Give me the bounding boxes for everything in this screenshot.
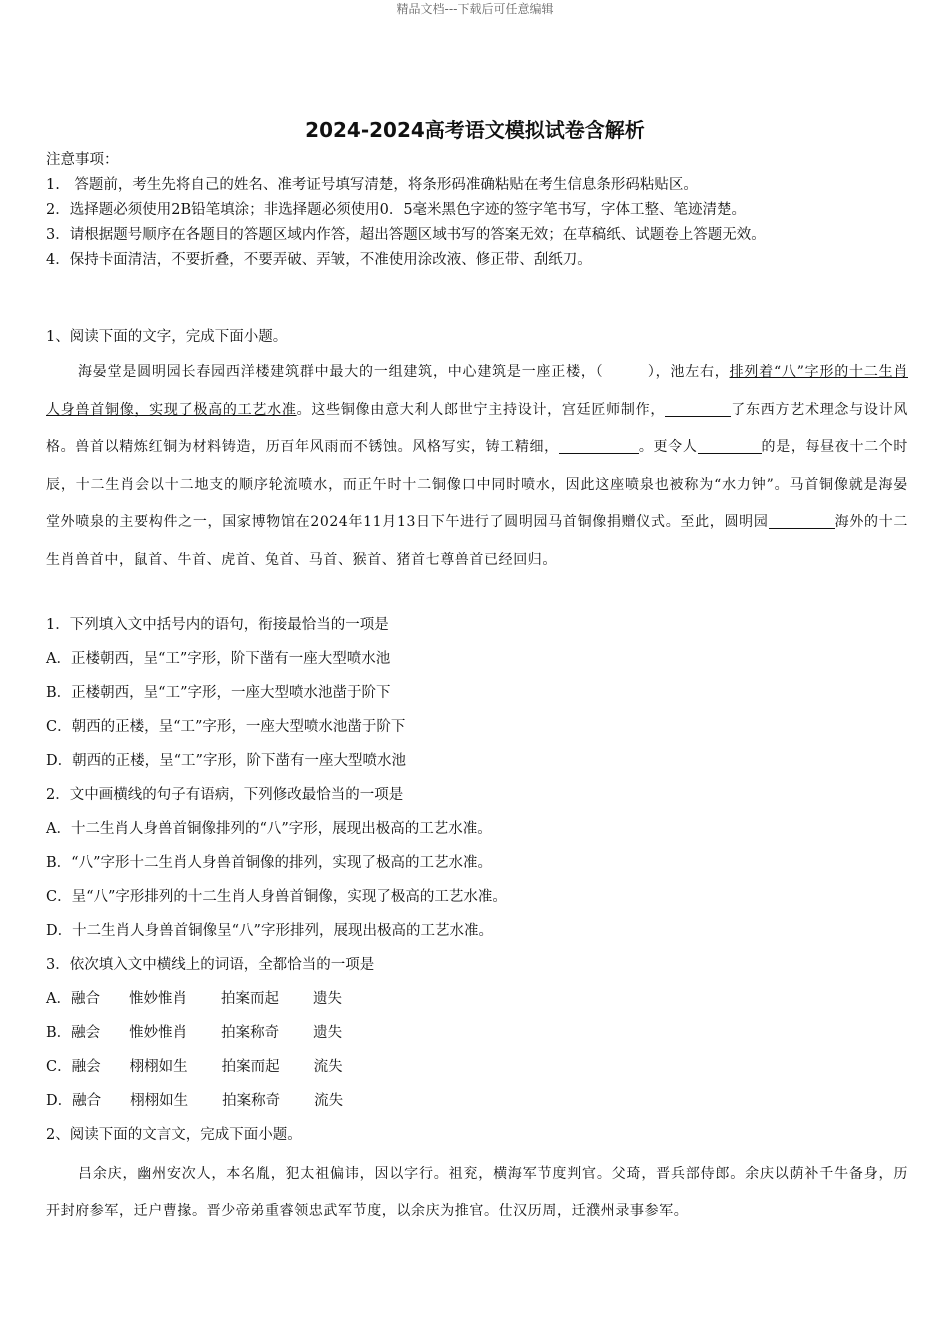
option-letter: D．	[46, 1093, 73, 1109]
notice-item: 4．保持卡面清洁，不要折叠，不要弄破、弄皱，不准使用涂改液、修正带、刮纸刀。	[46, 252, 592, 268]
option-word: 流失	[313, 1059, 343, 1075]
option-a[interactable]: A．正楼朝西，呈“工”字形，阶下凿有一座大型喷水池	[46, 651, 391, 667]
passage-text: 的是，每昼夜十二个时辰，十二生肖会以十二地支的顺序轮流喷水，而正午时十二铜像口中同时喷水，因此这座喷泉也被称为“水力钟”。马首铜像就是海晏堂外喷泉的主要构件之一，国家博物馆在2024年11月13日下午进行了圆明园马首铜像捐赠仪式。至此，圆明园	[46, 439, 909, 530]
option-word: 惟妙惟肖	[129, 1025, 188, 1041]
option-word: 拍案称奇	[221, 1025, 280, 1041]
passage1-paragraph	[46, 354, 908, 579]
notice-item: 3．请根据题号顺序在各题目的答题区域内作答，超出答题区域书写的答案无效；在草稿纸、试题卷上答题无效。	[46, 227, 766, 243]
option-word: 融会	[71, 1025, 101, 1041]
question-stem: 1．下列填入文中括号内的语句，衔接最恰当的一项是	[46, 617, 389, 633]
option-c[interactable]: C．朝西的正楼，呈“工”字形，一座大型喷水池凿于阶下	[46, 719, 406, 735]
option-letter: A．	[46, 991, 71, 1007]
notice-item: 1. 答题前，考生先将自己的姓名、准考证号填写清楚，将条形码准确粘贴在考生信息条形码粘贴区。	[46, 177, 698, 193]
question-stem: 2．文中画横线的句子有语病，下列修改最恰当的一项是	[46, 787, 404, 803]
option-word: 惟妙惟肖	[128, 991, 187, 1007]
fill-blank-4[interactable]	[769, 512, 835, 529]
option-b[interactable]: B．“八”字形十二生肖人身兽首铜像的排列，实现了极高的工艺水准。	[46, 855, 492, 871]
passage-text: 海外的十二生肖兽首中，鼠首、牛首、虎首、兔首、马首、猴首、猪首七尊兽首已经回归。	[46, 514, 908, 568]
option-a[interactable]	[46, 982, 908, 1016]
fill-blank-2[interactable]	[559, 437, 639, 454]
option-word: 栩栩如生	[130, 1093, 189, 1109]
notice-section	[46, 148, 908, 273]
passage2-paragraph: 吕余庆，幽州安次人，本名胤，犯太祖偏讳，因以字行。祖兖，横海军节度判官。父琦，晋兵部侍郎。余庆以荫补千牛备身，历开封府参军，迁户曹掾。晋少帝弟重睿领忠武军节度，以余庆为推官。仕汉历周，迁濮州录事参军。	[46, 1166, 908, 1219]
passage-text: 海晏堂是圆明园长春园西洋楼建筑群中最大的一组建筑，中心建筑是一座正楼，（ ），池左右，	[78, 364, 730, 380]
questions	[46, 608, 908, 1230]
option-b[interactable]: B．正楼朝西，呈“工”字形，一座大型喷水池凿于阶下	[46, 685, 391, 701]
option-word: 拍案称奇	[222, 1093, 281, 1109]
option-word: 拍案而起	[221, 1059, 280, 1075]
passage1	[46, 354, 908, 579]
section1-intro: 1、阅读下面的文字，完成下面小题。	[46, 329, 288, 345]
option-word: 遗失	[312, 991, 342, 1007]
option-d[interactable]: D．朝西的正楼，呈“工”字形，阶下凿有一座大型喷水池	[46, 753, 406, 769]
option-word: 融合	[72, 1093, 102, 1109]
passage-text: 了东西方艺术理念与设计风格。兽首以精炼红铜为材料铸造，历百年风雨而不锈蚀。风格写实，铸工精细，	[46, 401, 908, 455]
option-c[interactable]	[46, 1050, 908, 1084]
option-d[interactable]	[46, 1084, 908, 1118]
option-word: 拍案而起	[220, 991, 279, 1007]
passage-text: 。这些铜像由意大利人郎世宁主持设计，宫廷匠师制作，	[296, 401, 666, 418]
question-stem: 3．依次填入文中横线上的词语，全都恰当的一项是	[46, 957, 375, 973]
fill-blank-3[interactable]	[698, 437, 762, 454]
section2-intro: 2、阅读下面的文言文，完成下面小题。	[46, 1127, 302, 1143]
option-word: 融合	[70, 991, 100, 1007]
passage2	[46, 1156, 908, 1230]
header-note: 精品文档---下载后可任意编辑	[396, 2, 554, 16]
section1	[46, 322, 908, 579]
option-word: 融会	[71, 1059, 101, 1075]
underlined-sentence: 排列着“八”字形的十二生肖人身兽首铜像，实现了极高的工艺水准	[46, 364, 908, 418]
passage-text: 。更令人	[638, 439, 698, 455]
page-title: 2024-2024高考语文模拟试卷含解析	[305, 118, 645, 142]
fill-blank-1[interactable]	[665, 400, 731, 417]
option-c[interactable]: C．呈“八”字形排列的十二生肖人身兽首铜像，实现了极高的工艺水准。	[46, 889, 507, 905]
option-d[interactable]: D．十二生肖人身兽首铜像呈“八”字形排列，展现出极高的工艺水准。	[46, 923, 493, 939]
option-word: 栩栩如生	[129, 1059, 188, 1075]
option-letter: C．	[46, 1059, 72, 1075]
notice-item: 2．选择题必须使用2B铅笔填涂；非选择题必须使用0．5毫米黑色字迹的签字笔书写，字体工整、笔迹清楚。	[46, 202, 747, 218]
option-word: 流失	[314, 1093, 344, 1109]
option-a[interactable]: A．十二生肖人身兽首铜像排列的“八”字形，展现出极高的工艺水准。	[46, 821, 492, 837]
notice-heading: 注意事项：	[46, 152, 119, 168]
option-word: 遗失	[313, 1025, 343, 1041]
option-b[interactable]	[46, 1016, 908, 1050]
option-letter: B．	[46, 1025, 72, 1041]
